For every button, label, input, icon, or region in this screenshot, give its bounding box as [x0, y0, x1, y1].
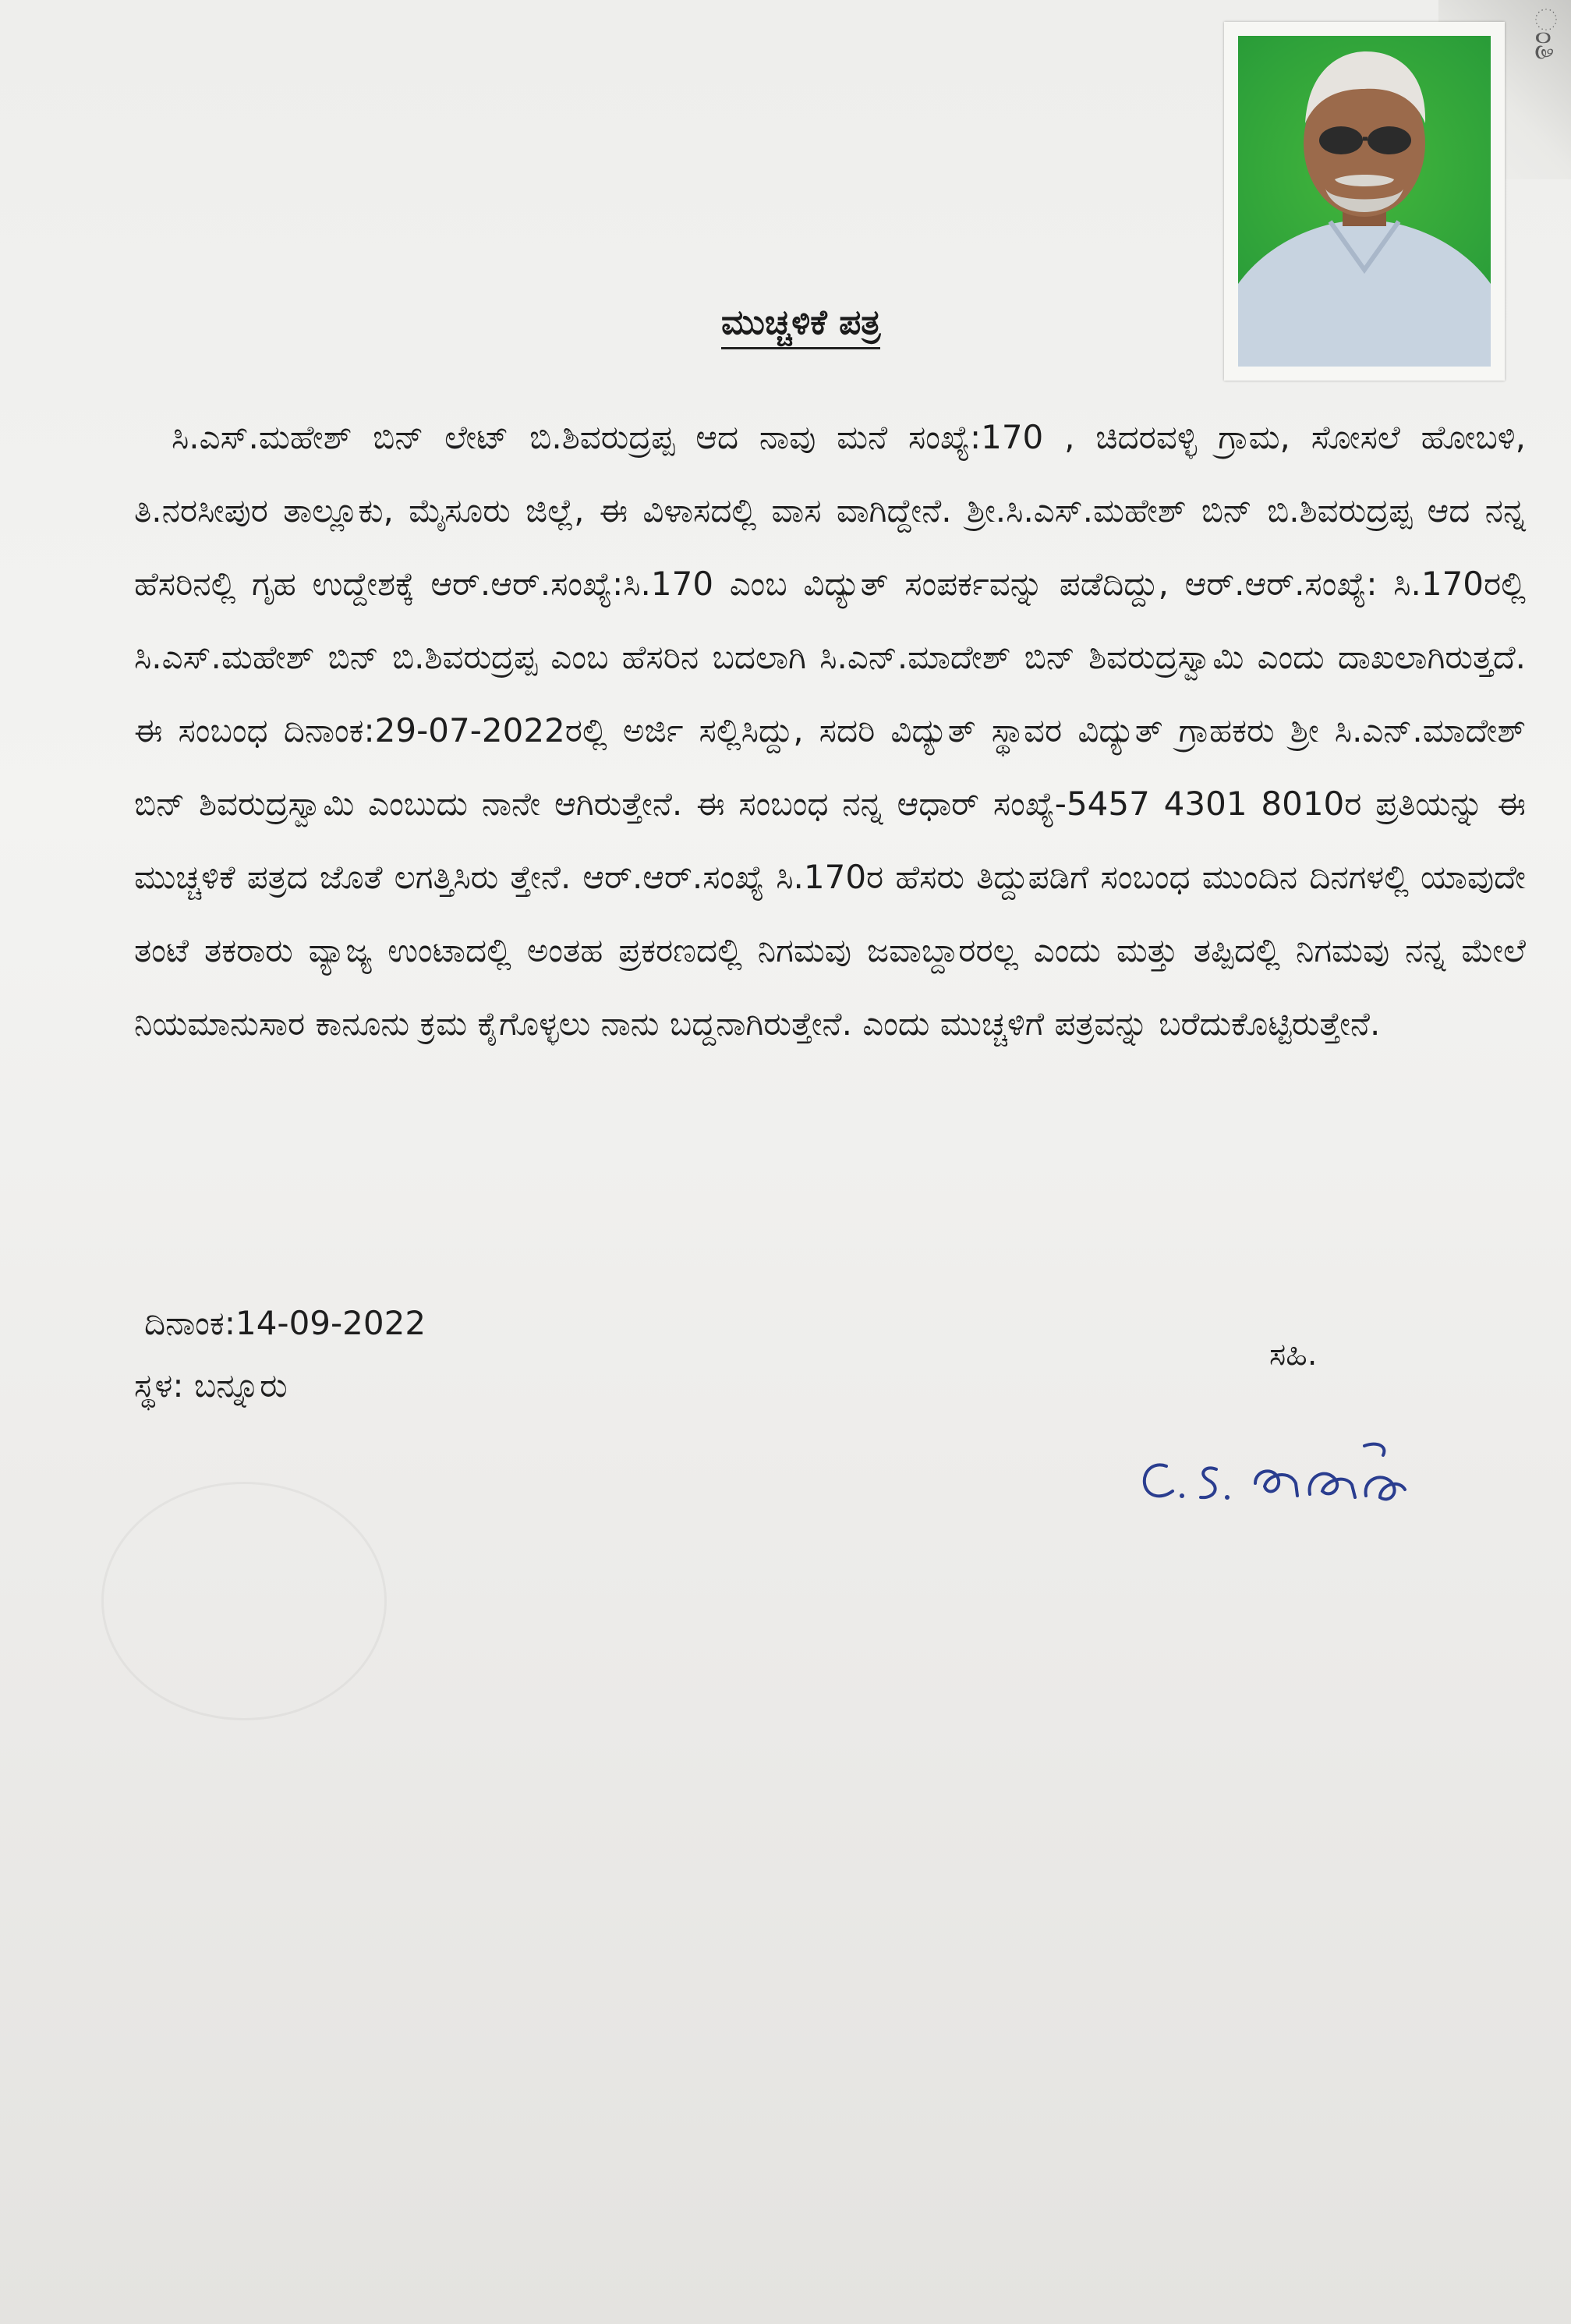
handwritten-signature-icon [1130, 1435, 1435, 1521]
faint-seal-mark [101, 1482, 387, 1720]
person-portrait-icon [1238, 36, 1491, 367]
document-body: ಸಿ.ಎಸ್.ಮಹೇಶ್ ಬಿನ್ ಲೇಟ್ ಬಿ.ಶಿವರುದ್ರಪ್ಪ ಆದ ನಾವು ಮನೆ ಸಂಖ್ಯೆ:170 , ಚಿದರವಳ್ಳಿ ಗ್ರಾಮ, ಸೋಸಲೆ ಹೋಬಳಿ, ತಿ.ನರಸೀಪುರ ತಾಲ್ಲೂಕು, ಮೈಸೂರು ಜಿಲ್ಲೆ, ಈ ವಿಳಾಸದಲ್ಲಿ ವಾಸ ವಾಗಿದ್ದೇನೆ. ಶ್ರೀ.ಸಿ.ಎಸ್.ಮಹೇಶ್ ಬಿನ್ ಬಿ.ಶಿವರುದ್ರಪ್ಪ ಆದ ನನ್ನ ಹೆಸರಿನಲ್ಲಿ ಗೃಹ ಉದ್ದೇಶಕ್ಕೆ ಆರ್.ಆರ್.ಸಂಖ್ಯೆ:ಸಿ.170 ಎಂಬ ವಿದ್ಯುತ್ ಸಂಪರ್ಕವನ್ನು ಪಡೆದಿದ್ದು, ಆರ್.ಆರ್.ಸಂಖ್ಯೆ: ಸಿ.170ರಲ್ಲಿ ಸಿ.ಎಸ್.ಮಹೇಶ್ ಬಿನ್ ಬಿ.ಶಿವರುದ್ರಪ್ಪ ಎಂಬ ಹೆಸರಿನ ಬದಲಾಗಿ ಸಿ.ಎನ್.ಮಾದೇಶ್ ಬಿನ್ ಶಿವರುದ್ರಸ್ವಾಮಿ ಎಂದು ದಾಖಲಾಗಿರುತ್ತದೆ. ಈ ಸಂಬಂಧ ದಿನಾಂಕ:29-07-2022ರಲ್ಲಿ ಅರ್ಜಿ ಸಲ್ಲಿಸಿದ್ದು, ಸದರಿ ವಿದ್ಯುತ್ ಸ್ಥಾವರ ವಿದ್ಯುತ್ ಗ್ರಾಹಕರು ಶ್ರೀ ಸಿ.ಎನ್.ಮಾದೇಶ್ ಬಿನ್ ಶಿವರುದ್ರಸ್ವಾಮಿ ಎಂಬುದು ನಾನೇ ಆಗಿರುತ್ತೇನೆ. ಈ ಸಂಬಂಧ ನನ್ನ ಆಧಾರ್ ಸಂಖ್ಯೆ-5457 4301 8010ರ ಪ್ರತಿಯನ್ನು ಈ ಮುಚ್ಚಳಿಕೆ ಪತ್ರದ ಜೊತೆ ಲಗತ್ತಿಸಿರು ತ್ತೇನೆ. ಆರ್.ಆರ್.ಸಂಖ್ಯೆ ಸಿ.170ರ ಹೆಸರು ತಿದ್ದುಪಡಿಗೆ ಸಂಬಂಧ ಮುಂದಿನ ದಿನಗಳಲ್ಲಿ ಯಾವುದೇ ತಂಟೆ ತಕರಾರು ವ್ಯಾಜ್ಯ ಉಂಟಾದಲ್ಲಿ ಅಂತಹ ಪ್ರಕರಣದಲ್ಲಿ ನಿಗಮವು ಜವಾಬ್ದಾರರಲ್ಲ ಎಂದು ಮತ್ತು ತಪ್ಪಿದಲ್ಲಿ ನಿಗಮವು ನನ್ನ ಮೇಲೆ ನಿಯಮಾನುಸಾರ ಕಾನೂನು ಕ್ರಮ ಕೈಗೊಳ್ಳಲು ನಾನು ಬದ್ದನಾಗಿರುತ್ತೇನೆ. ಎಂದು ಮುಚ್ಚಳಿಗೆ ಪತ್ರವನ್ನು ಬರೆದುಕೊಟ್ಟಿರುತ್ತೇನೆ. [134, 418, 1526, 1043]
place-line: ಸ್ಥಳ: ಬನ್ನೂರು [134, 1366, 288, 1405]
passport-photo [1224, 22, 1505, 381]
document-title: ಮುಚ್ಚಳಿಕೆ ಪತ್ರ [721, 303, 880, 349]
photo-portrait [1238, 36, 1491, 367]
signature-label: ಸಹಿ. [1269, 1337, 1318, 1373]
date-line: ದಿನಾಂಕ:14-09-2022 [144, 1304, 426, 1342]
fold-corner-text: ಂತಿ [1529, 8, 1563, 61]
